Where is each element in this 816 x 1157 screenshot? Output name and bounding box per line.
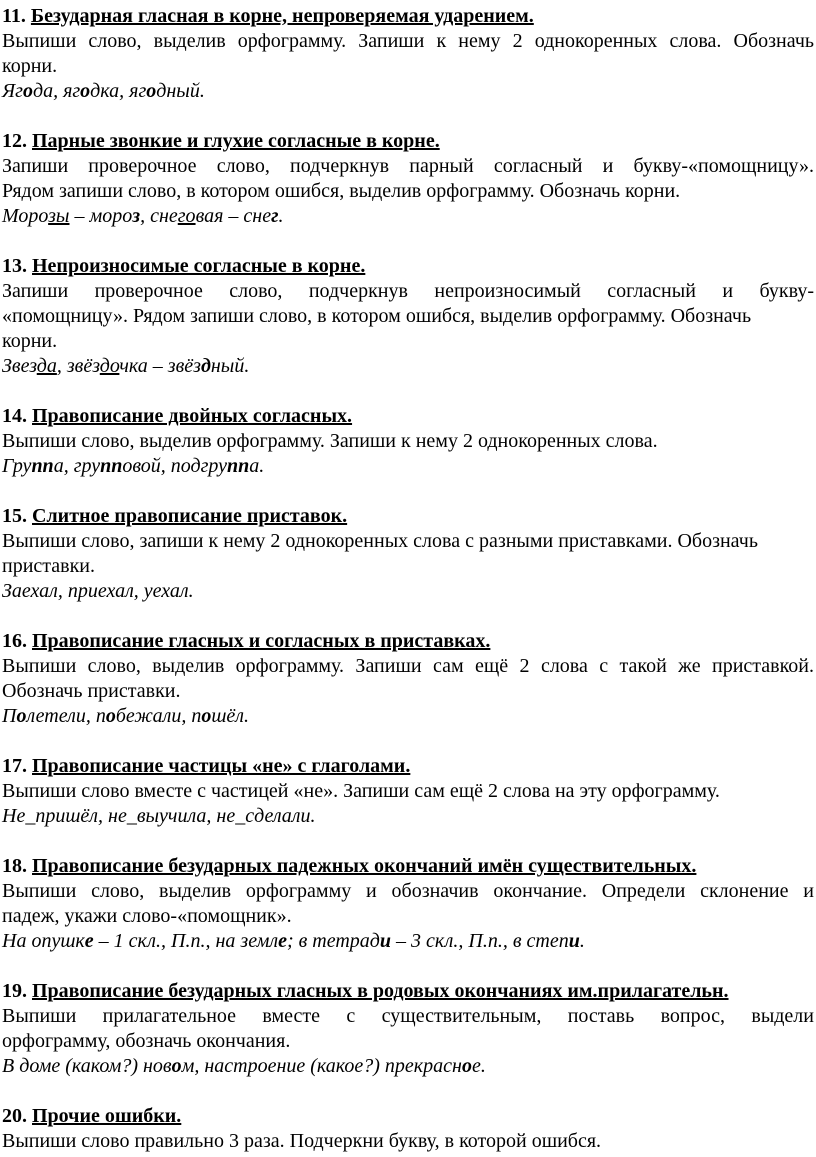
instruction-line: Выпиши слово, выделив орфограмму. Запиши к нему 2 однокоренных слова.	[2, 430, 658, 452]
example-text: бежали, п	[115, 705, 202, 727]
example-line	[2, 454, 814, 479]
highlighted-letter: и	[379, 930, 392, 952]
example-text: дный.	[156, 80, 205, 102]
highlighted-letter: г	[271, 205, 279, 227]
example-text: летели, п	[26, 705, 106, 727]
example-text: , сне	[140, 205, 178, 227]
section-title: Правописание двойных согласных.	[32, 405, 353, 427]
section-heading	[2, 979, 814, 1004]
example-text: , звёз	[56, 355, 100, 377]
highlighted-letter: пп	[31, 455, 54, 477]
example-text: вая – сне	[195, 205, 272, 227]
example-line	[2, 79, 814, 104]
example-text: Яг	[2, 80, 23, 102]
section-heading	[2, 754, 814, 779]
example-line	[2, 354, 814, 379]
example-line	[2, 1054, 814, 1079]
section-heading	[2, 629, 814, 654]
section-number: 20.	[2, 1105, 27, 1127]
example-text: – моро	[69, 205, 133, 227]
underlined-letters: зы	[48, 205, 70, 227]
example-text: овой, подгру	[122, 455, 228, 477]
example-text: Гру	[2, 455, 32, 477]
section-heading	[2, 404, 814, 429]
example-text: ; в тетрад	[286, 930, 380, 952]
example-text: шёл.	[211, 705, 250, 727]
section-number: 16.	[2, 630, 27, 652]
instruction-line: орфограмму, обозначь окончания.	[2, 1030, 291, 1052]
instruction-line: Выпиши прилагательное вместе с существительным, поставь вопрос, выдели	[2, 1005, 814, 1027]
instruction-line: «помощницу». Рядом запиши слово, в котором ошибся, выделив орфограмму. Обозначь	[2, 305, 752, 327]
example-line	[2, 579, 814, 604]
example-text: Заехал, приехал, уехал.	[2, 580, 194, 602]
instruction-line: Выпиши слово, выделив орфограмму. Запиши сам ещё 2 слова с такой же приставкой.	[2, 655, 814, 677]
highlighted-letter: о	[201, 705, 212, 727]
section-title: Правописание гласных и согласных в приставках.	[32, 630, 491, 652]
instruction-line: Выпиши слово правильно 3 раза. Подчеркни букву, в которой ошибся.	[2, 1130, 602, 1152]
example-text: а, гру	[53, 455, 101, 477]
highlighted-letter: о	[22, 80, 33, 102]
section-heading	[2, 4, 814, 29]
instruction-line: Обозначь приставки.	[2, 680, 181, 702]
instruction-line: Запиши проверочное слово, подчеркнув непроизносимый согласный и букву-	[2, 280, 814, 302]
example-text: дка, яг	[90, 80, 147, 102]
instruction-line: Запиши проверочное слово, подчеркнув парный согласный и букву-«помощницу».	[2, 155, 814, 177]
highlighted-letter: е	[84, 930, 94, 952]
section-heading	[2, 254, 814, 279]
example-text: – 1 скл., П.п., на земл	[93, 930, 279, 952]
section-heading	[2, 504, 814, 529]
instruction-line: Рядом запиши слово, в котором ошибся, выделив орфограмму. Обозначь корни.	[2, 180, 681, 202]
instruction-line: приставки.	[2, 555, 96, 577]
example-line	[2, 804, 814, 829]
highlighted-letter: е	[278, 930, 287, 952]
instruction-line: корни.	[2, 55, 58, 77]
highlighted-letter: д	[200, 355, 211, 377]
example-text: чка – звёз	[119, 355, 201, 377]
example-text: е.	[471, 1055, 486, 1077]
underlined-letters: до	[99, 355, 120, 377]
example-text: да, яг	[32, 80, 81, 102]
example-text: а.	[249, 455, 265, 477]
highlighted-letter: о	[16, 705, 27, 727]
section-heading	[2, 854, 814, 879]
example-text: Не_пришёл, не_выучила, не_сделали.	[2, 805, 316, 827]
example-text: ный.	[210, 355, 250, 377]
example-text: м, настроение (какое?) прекрасн	[181, 1055, 462, 1077]
instruction-line: Выпиши слово, выделив орфограмму. Запиши к нему 2 однокоренных слова. Обозначь	[2, 30, 814, 52]
example-text: Звез	[2, 355, 37, 377]
section-number: 19.	[2, 980, 27, 1002]
section-title: Правописание безударных гласных в родовых окончаниях им.прилагательн.	[32, 980, 729, 1002]
section-title: Непроизносимые согласные в корне.	[32, 255, 366, 277]
highlighted-letter: о	[461, 1055, 472, 1077]
example-text: .	[278, 205, 284, 227]
example-line	[2, 704, 814, 729]
section-title: Слитное правописание приставок.	[32, 505, 348, 527]
highlighted-letter: о	[171, 1055, 182, 1077]
instruction-line: корни.	[2, 330, 58, 352]
section-heading	[2, 129, 814, 154]
underlined-letters: да	[36, 355, 57, 377]
highlighted-letter: о	[105, 705, 116, 727]
highlighted-letter: з	[132, 205, 141, 227]
example-text: – 3 скл., П.п., в степ	[391, 930, 569, 952]
section-number: 17.	[2, 755, 27, 777]
example-text: Моро	[2, 205, 49, 227]
highlighted-letter: и	[568, 930, 580, 952]
section-number: 11.	[2, 5, 26, 27]
section-title: Парные звонкие и глухие согласные в корне.	[32, 130, 440, 152]
example-text: В доме (каком?) нов	[2, 1055, 172, 1077]
example-text: На опушк	[2, 930, 85, 952]
highlighted-letter: о	[80, 80, 91, 102]
instruction-line: Выпиши слово, запиши к нему 2 однокоренных слова с разными приставками. Обозначь	[2, 530, 758, 552]
section-title: Безударная гласная в корне, непроверяемая ударением.	[30, 5, 534, 27]
section-number: 15.	[2, 505, 27, 527]
section-number: 14.	[2, 405, 27, 427]
section-heading	[2, 1104, 814, 1129]
instruction-line: Выпиши слово, выделив орфограмму и обозначив окончание. Определи склонение и	[2, 880, 814, 902]
highlighted-letter: о	[146, 80, 157, 102]
example-line	[2, 929, 814, 954]
underlined-letters: го	[177, 205, 196, 227]
instruction-line: падеж, укажи слово-«помощник».	[2, 905, 292, 927]
example-line	[2, 204, 814, 229]
section-title: Правописание частицы «не» с глаголами.	[32, 755, 411, 777]
highlighted-letter: пп	[227, 455, 250, 477]
instruction-line: Выпиши слово вместе с частицей «не». Запиши сам ещё 2 слова на эту орфограмму.	[2, 780, 720, 802]
section-number: 18.	[2, 855, 27, 877]
section-title: Правописание безударных падежных окончаний имён существительных.	[32, 855, 697, 877]
section-number: 13.	[2, 255, 27, 277]
example-text: П	[2, 705, 17, 727]
example-text: .	[579, 930, 585, 952]
section-title: Прочие ошибки.	[32, 1105, 182, 1127]
highlighted-letter: пп	[100, 455, 123, 477]
section-number: 12.	[2, 130, 27, 152]
